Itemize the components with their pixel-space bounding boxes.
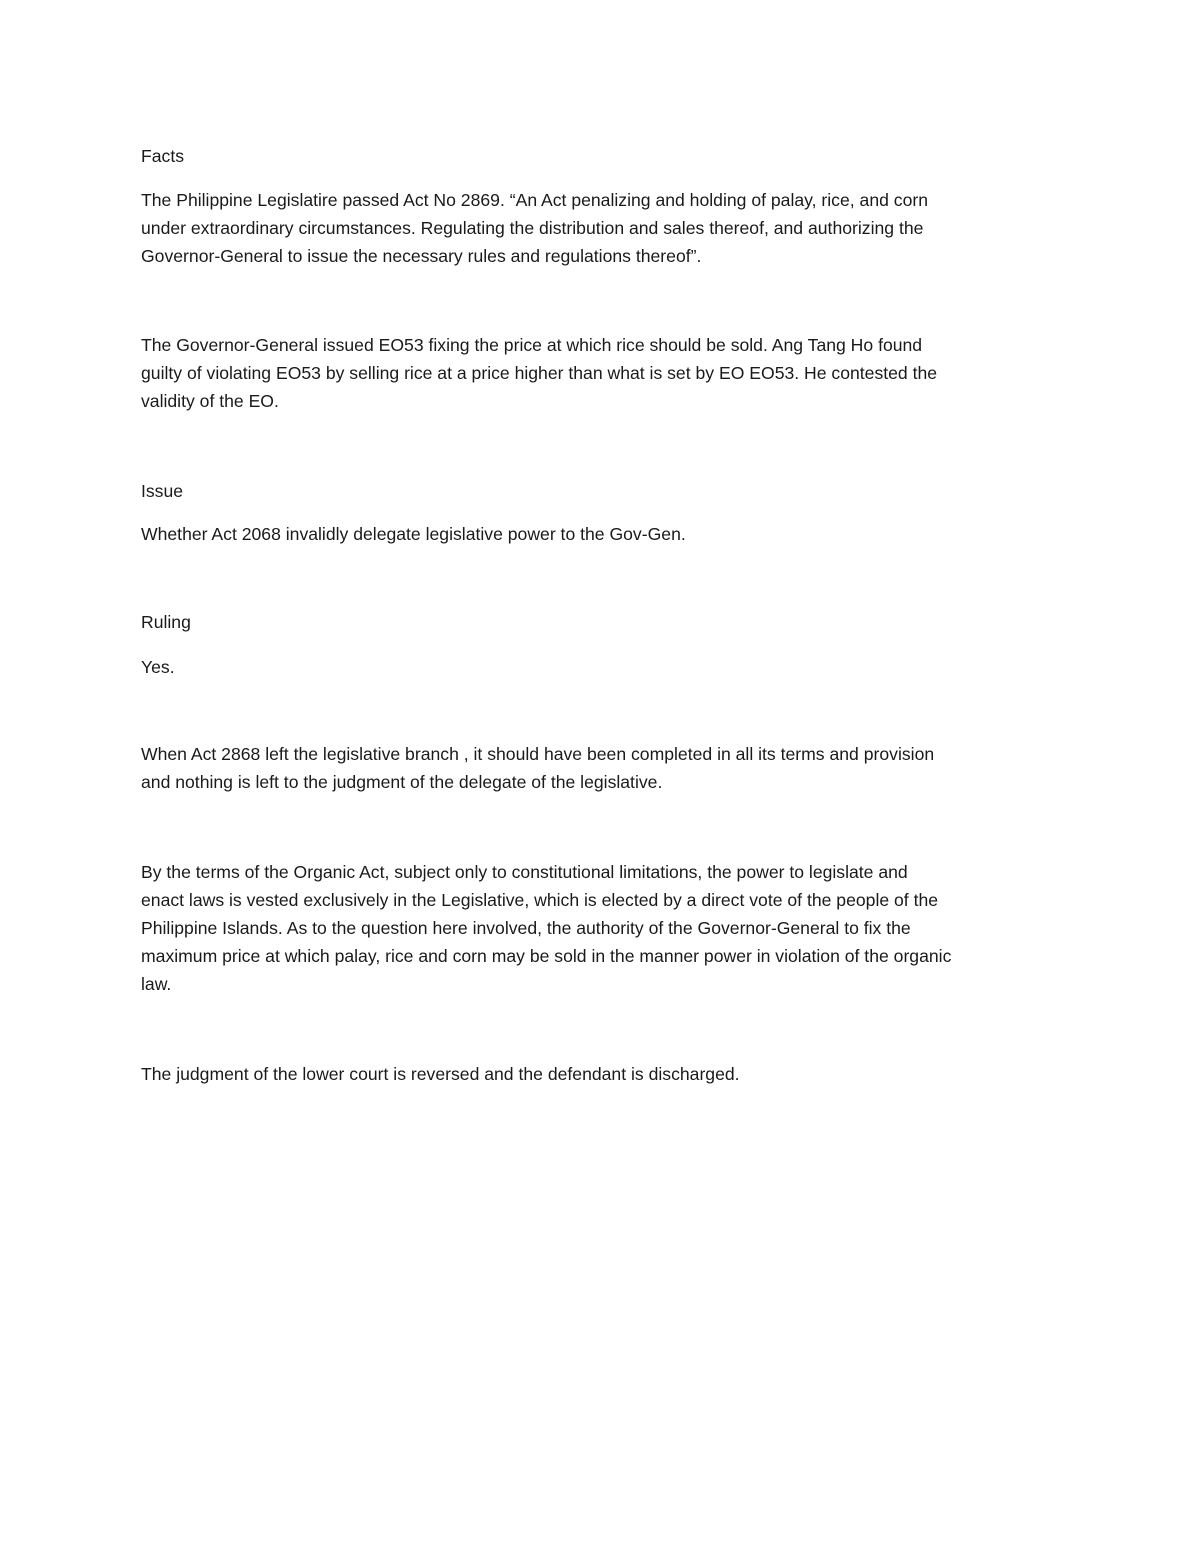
ruling-paragraph-3-line-1: By the terms of the Organic Act, subject only to constitutional limitations, the power to legislate and bbox=[141, 862, 908, 882]
ruling-paragraph-1: Yes. bbox=[141, 657, 175, 677]
ruling-paragraph-3-line-3: Philippine Islands. As to the question here involved, the authority of the Governor-General to fix the bbox=[141, 918, 911, 938]
ruling-paragraph-3-line-5: law. bbox=[141, 974, 172, 994]
facts-paragraph-2-line-3: validity of the EO. bbox=[141, 391, 279, 411]
ruling-paragraph-3-line-4: maximum price at which palay, rice and corn may be sold in the manner power in violation of the organic bbox=[141, 946, 952, 966]
ruling-heading: Ruling bbox=[141, 612, 191, 632]
ruling-paragraph-3-line-2: enact laws is vested exclusively in the Legislative, which is elected by a direct vote of the people of the bbox=[141, 890, 939, 910]
facts-heading: Facts bbox=[141, 146, 185, 166]
ruling-paragraph-2-line-1: When Act 2868 left the legislative branch , it should have been completed in all its terms and provision bbox=[141, 744, 935, 764]
facts-paragraph-1-line-3: Governor-General to issue the necessary rules and regulations thereof”. bbox=[141, 246, 702, 266]
facts-paragraph-2-line-2: guilty of violating EO53 by selling rice at a price higher than what is set by EO EO53. He contested the bbox=[141, 363, 938, 383]
issue-paragraph-1: Whether Act 2068 invalidly delegate legislative power to the Gov-Gen. bbox=[141, 524, 686, 544]
facts-paragraph-1-line-2: under extraordinary circumstances. Regulating the distribution and sales thereof, and authorizing the bbox=[141, 218, 924, 238]
ruling-paragraph-2-line-2: and nothing is left to the judgment of the delegate of the legislative. bbox=[141, 772, 663, 792]
issue-heading: Issue bbox=[141, 481, 184, 501]
ruling-paragraph-4: The judgment of the lower court is reversed and the defendant is discharged. bbox=[141, 1064, 740, 1084]
facts-paragraph-2-line-1: The Governor-General issued EO53 fixing the price at which rice should be sold. Ang Tang Ho found bbox=[141, 335, 923, 355]
facts-paragraph-1-line-1: The Philippine Legislatire passed Act No 2869. “An Act penalizing and holding of palay, rice, and corn bbox=[141, 190, 929, 210]
